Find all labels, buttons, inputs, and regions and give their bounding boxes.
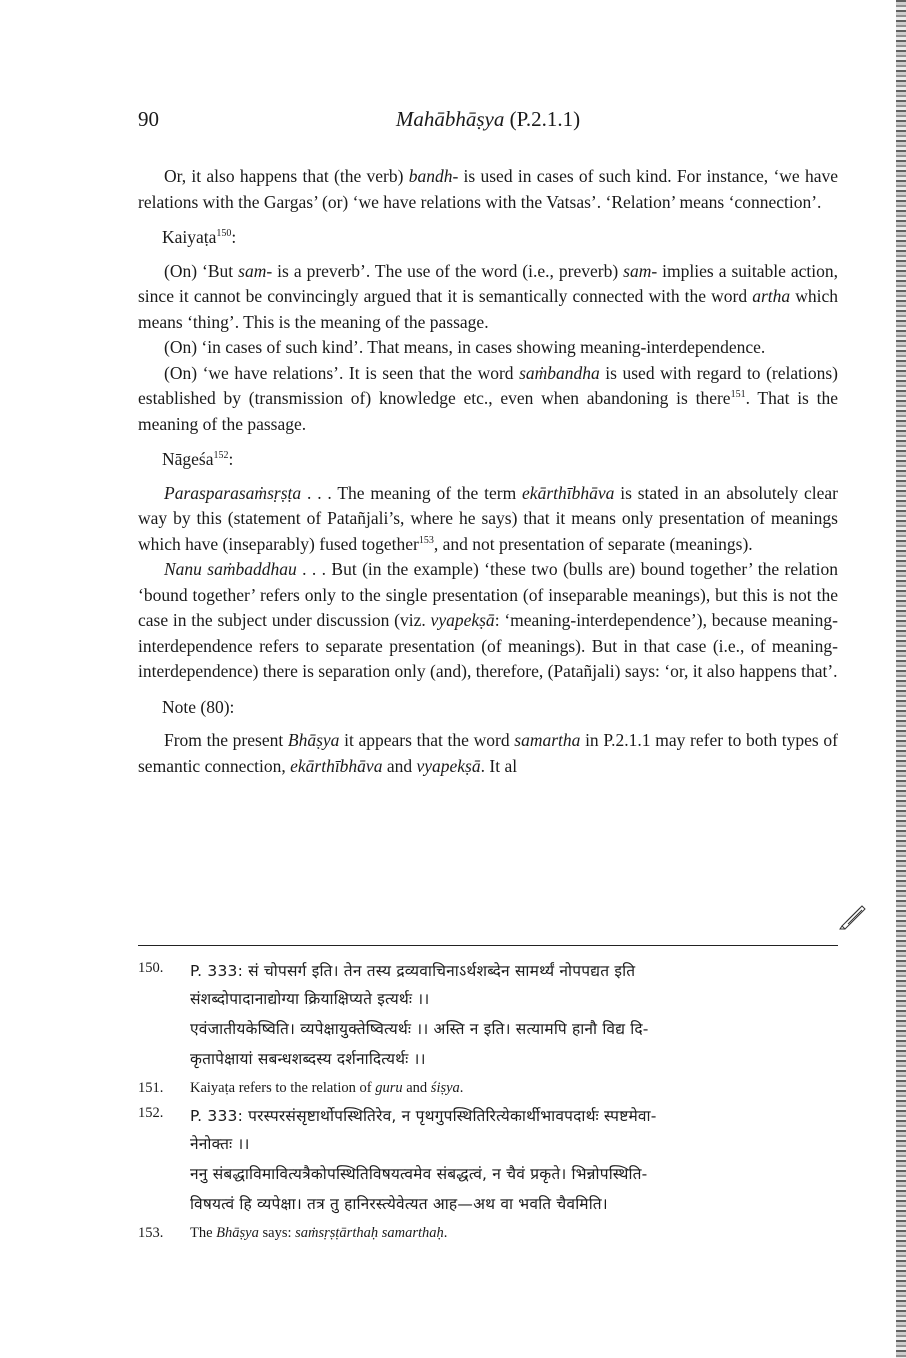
footnote-ref-151: 151 <box>730 389 746 400</box>
footnote-line: एवंजातीयकेष्विति। व्यपेक्षायुक्तेष्वित्यर्थः ।। अस्ति न इति। सत्यामपि हानौ विद्य दि- <box>190 1020 649 1038</box>
footnote-number: 150. <box>138 960 164 976</box>
footnote-number: 153. <box>138 1225 164 1241</box>
footnote-ref-152: 152 <box>213 450 229 461</box>
footnote-ref-150: 150 <box>216 228 232 239</box>
kaiyata-paragraph-2: (On) ‘in cases of such kind’. That means, in cases showing meaning-interdependence. <box>164 337 766 357</box>
footnote-line: विषयत्वं हि व्यपेक्षा। तत्र तु हानिरस्त्येवेत्यत आह—अथ वा भवति चैवमिति। <box>190 1195 608 1213</box>
running-title-work: Mahābhāṣya <box>395 107 505 131</box>
nagesa-paragraph-1: Parasparasaṁsṛṣṭa . . . The meaning of the term ekārthībhāva is stated in an absolutely clear way by this (statement of Patañjali’s, where he says) that it means only presentation of meanings which have (inseparably) fused together$^{153}$, and not presentation of separate (meanings). <box>138 482 838 554</box>
page-header <box>138 107 838 137</box>
footnote-153 <box>138 1223 848 1244</box>
note-heading: Note (80): <box>162 696 235 717</box>
footnotes <box>138 958 848 1248</box>
footnote-line: The Bhāṣya says: saṁsṛṣṭārthaḥ samarthaḥ. <box>190 1225 448 1241</box>
running-title <box>138 107 838 132</box>
footnote-separator <box>138 945 838 946</box>
nagesa-heading: Nāgeśa$^{152}$: <box>162 449 234 469</box>
footnote-line: कृतापेक्षायां सबन्धशब्दस्य दर्शनादित्यर्थः ।। <box>190 1050 426 1068</box>
page-number: 90 <box>138 107 159 131</box>
scanned-page-edge <box>896 0 906 1358</box>
kaiyata-heading: Kaiyaṭa$^{150}$: <box>162 227 237 247</box>
note-paragraph: From the present Bhāṣya it appears that the word samartha in P.2.1.1 may refer to both types of semantic connection, ekārthībhāva and vyapekṣā. It al <box>138 730 839 776</box>
footnote-line: P. 333: सं चोपसर्ग इति। तेन तस्य द्रव्यवाचिनाऽर्थशब्देन सामर्थ्यं नोपपद्यत इति <box>190 962 636 980</box>
footnote-line: P. 333: परस्परसंसृष्टार्थोपस्थितिरेव, न पृथगुपस्थितिरित्येकार्थीभावपदार्थः स्पष्टमेवा- <box>190 1107 657 1125</box>
footnote-line: संशब्दोपादानाद्योग्या क्रियाक्षिप्यते इत्यर्थः ।। <box>190 990 430 1008</box>
nagesa-paragraph-2: Nanu saṁbaddhau . . . But (in the example) ‘these two (bulls are) bound together’ the relation ‘bound together’ refers only to the single presentation (of inseparable meanings), but this is not the case in the subject under discussion (viz. vyapekṣā: ‘meaning-interdependence’), because meaning-interdependence refers to separate presentation (of meanings). But in that case (i.e., of meaning-interdependence) there is separation only (and), therefore, (Patañjali) says: ‘or, it also happens that’. <box>138 559 839 681</box>
footnote-number: 152. <box>138 1105 164 1121</box>
paragraph-intro: Or, it also happens that (the verb) bandh- is used in cases of such kind. For instance, ‘we have relations with the Gargas’ (or) ‘we have relations with the Vatsas’. ‘Relation’ means ‘connection’. <box>138 166 838 212</box>
footnote-line: Kaiyaṭa refers to the relation of guru and śiṣya. <box>190 1080 464 1096</box>
footnote-number: 151. <box>138 1080 164 1096</box>
footnote-152 <box>138 1103 848 1219</box>
footnote-ref-153: 153 <box>418 534 434 546</box>
pen-mark-icon <box>838 900 868 930</box>
kaiyata-paragraph-3: (On) ‘we have relations’. It is seen that the word saṁbandha is used with regard to (relations) established by (transmission of) knowledge etc., even when abandoning is there$^{151}$. That is the meaning of the passage. <box>138 362 838 434</box>
body-text <box>138 164 838 779</box>
footnote-line: नेनोक्तः ।। <box>190 1135 250 1153</box>
running-title-ref: (P.2.1.1) <box>504 107 581 131</box>
footnote-151 <box>138 1078 848 1099</box>
footnote-150 <box>138 958 848 1074</box>
kaiyata-paragraph-1: (On) ‘But sam- is a preverb’. The use of the word (i.e., preverb) sam- implies a suitable action, since it cannot be convincingly argued that it is semantically connected with the word artha which means ‘thing’. This is the meaning of the passage. <box>138 260 839 332</box>
footnote-line: ननु संबद्धाविमावित्यत्रैकोपस्थितिविषयत्वमेव संबद्धत्वं, न चैवं प्रकृते। भिन्नोपस्थिति- <box>190 1165 648 1183</box>
